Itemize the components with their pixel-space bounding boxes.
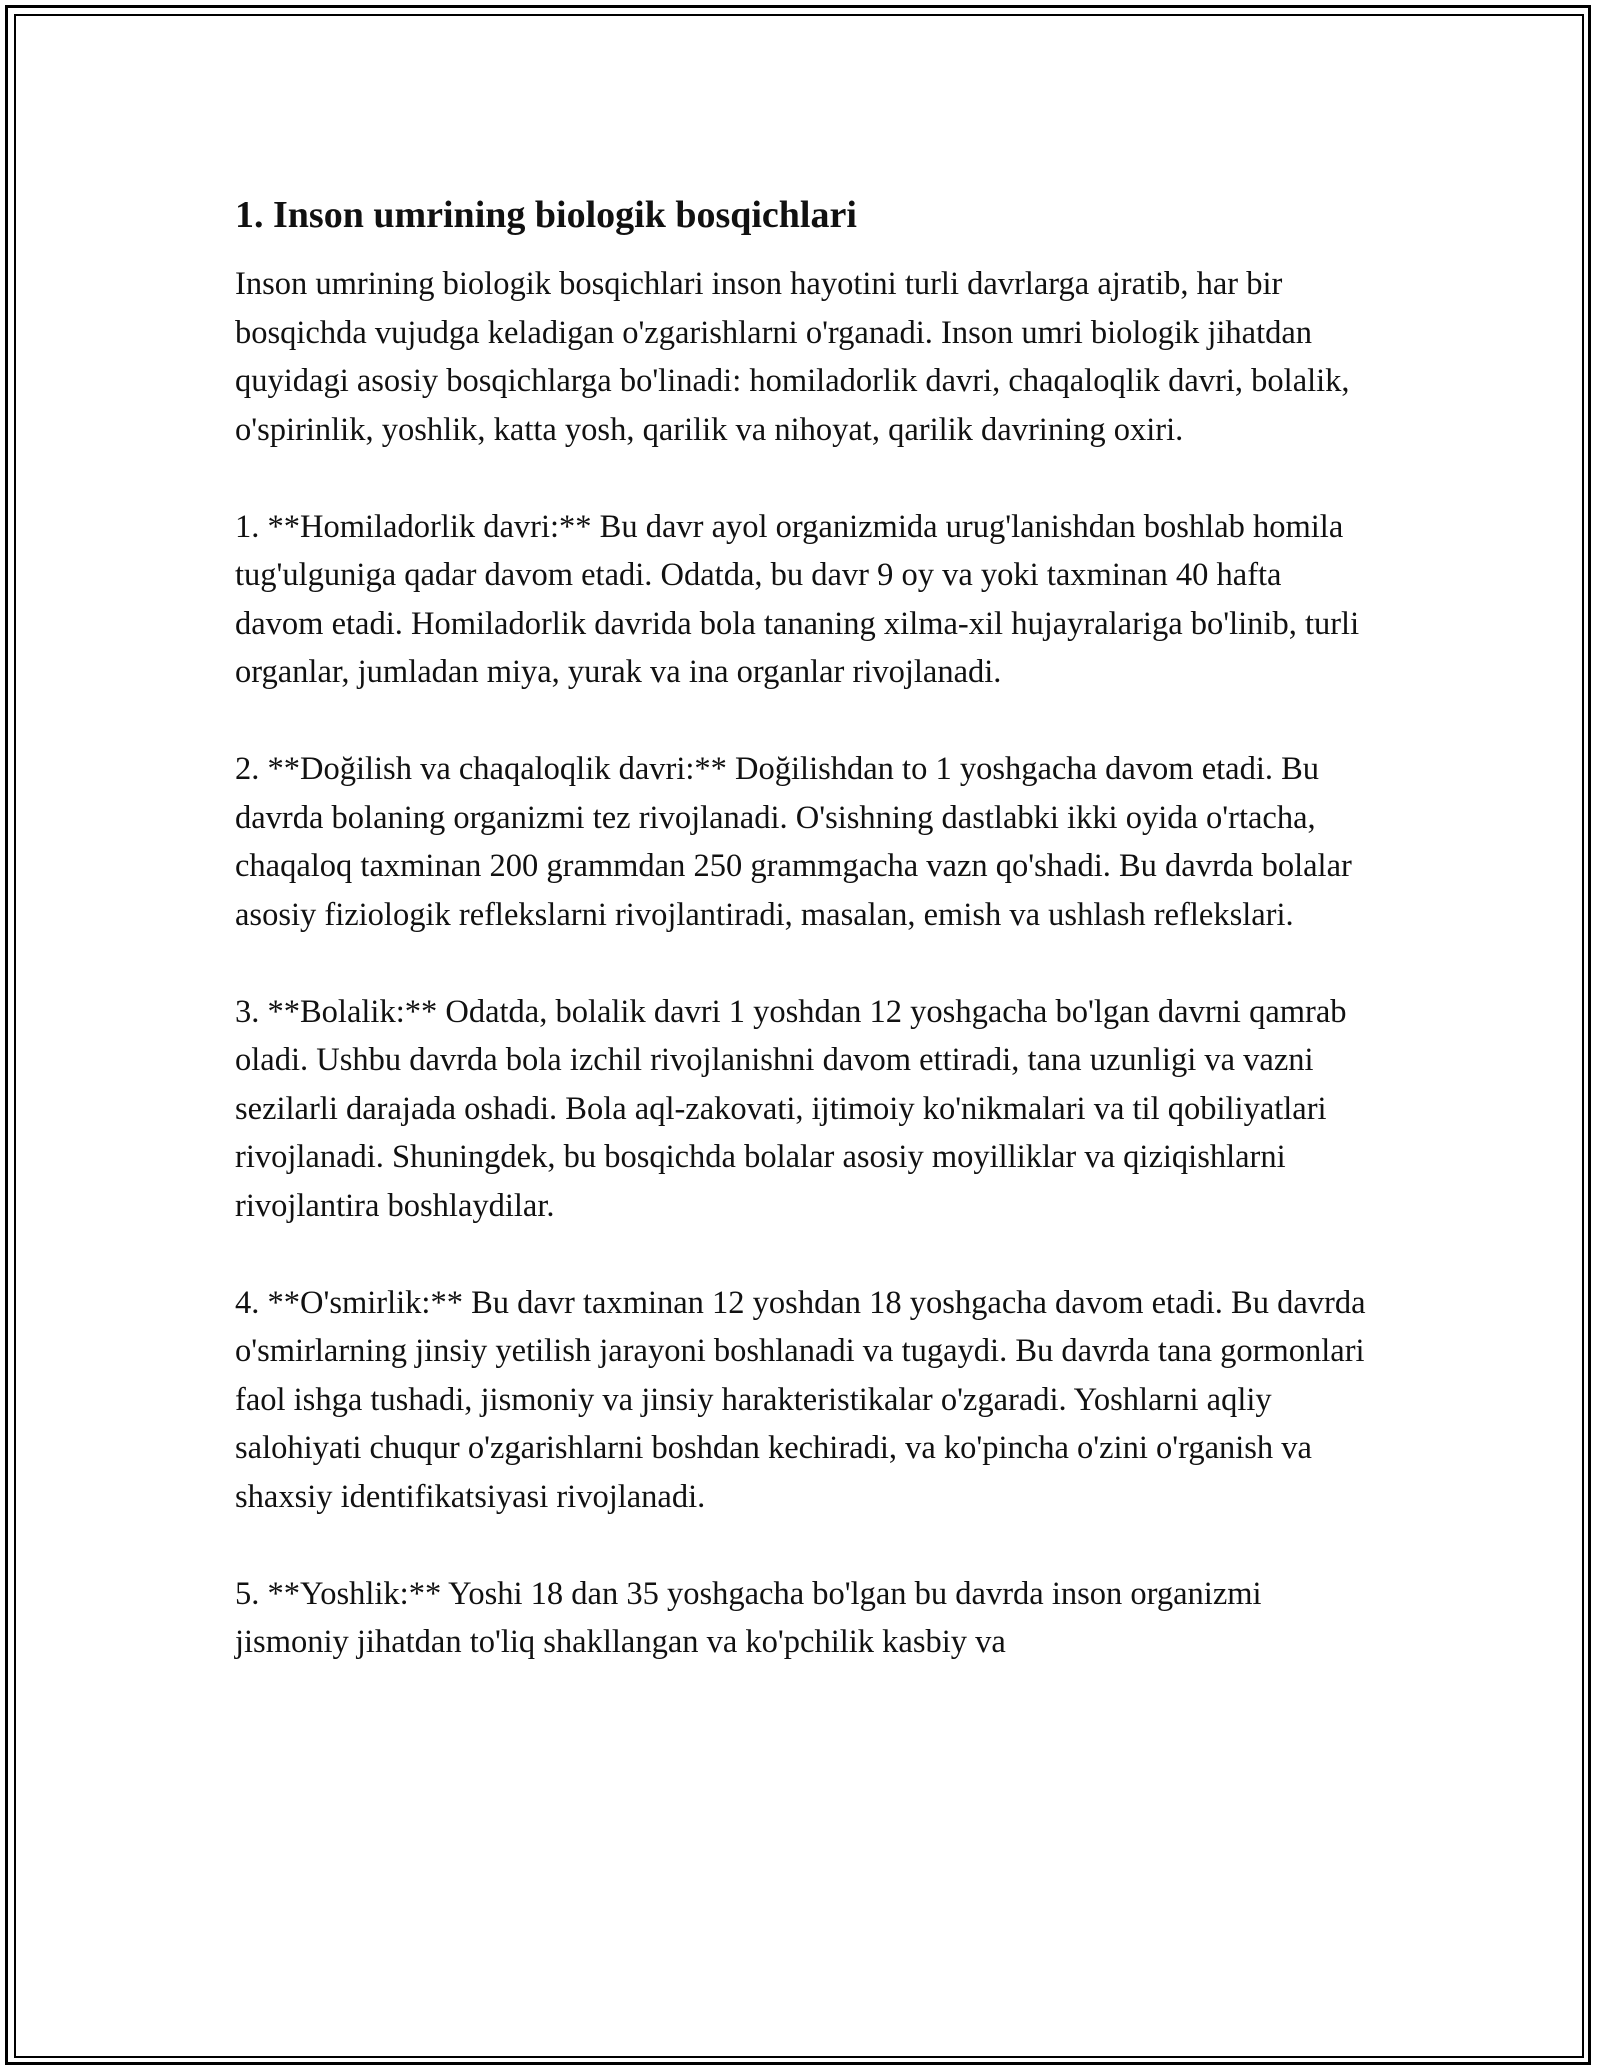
paragraph-osmirlik: 4. **O'smirlik:** Bu davr taxminan 12 yoshdan 18 yoshgacha davom etadi. Bu davrda o'smirlarning jinsiy yetilish jarayoni boshlanadi va tugaydi. Bu davrda tana gormonlari faol ishga tushadi, jismoniy va jinsiy harakteristikalar o'zgaradi. Yoshlarni aqliy salohiyati chuqur o'zgarishlarni boshdan kechiradi, va ko'pincha o'zini o'rganish va shaxsiy identifikatsiyasi rivojlanadi. (235, 1284, 1366, 1515)
paragraph-chaqaloqlik: 2. **Doğilish va chaqaloqlik davri:** Doğilishdan to 1 yoshgacha davom etadi. Bu davrda bolaning organizmi tez rivojlanadi. O'sishning dastlabki ikki oyida o'rtacha, chaqaloq taxminan 200 grammdan 250 grammgacha vazn qo'shadi. Bu davrda bolalar asosiy fiziologik reflekslarni rivojlantiradi, masalan, emish va ushlash reflekslari. (235, 751, 1352, 933)
intro-paragraph: Inson umrining biologik bosqichlari inson hayotini turli davrlarga ajratib, har bir bosqichda vujudga keladigan o'zgarishlarni o'rganadi. Inson umri biologik jihatdan quyidagi asosiy bosqichlarga bo'linadi: homiladorlik davri, chaqaloqlik davri, bolalik, o'spirinlik, yoshlik, katta yosh, qarilik va nihoyat, qarilik davrining oxiri. (235, 266, 1350, 448)
paragraph-yoshlik: 5. **Yoshlik:** Yoshi 18 dan 35 yoshgacha bo'lgan bu davrda inson organizmi jismoniy jihatdan to'liq shakllangan va ko'pchilik kasbiy va (235, 1575, 1262, 1660)
paragraph-bolalik: 3. **Bolalik:** Odatda, bolalik davri 1 yoshdan 12 yoshgacha bo'lgan davrni qamrab oladi. Ushbu davrda bola izchil rivojlanishni davom ettiradi, tana uzunligi va vazni sezilarli darajada oshadi. Bola aql-zakovati, ijtimoiy ko'nikmalari va til qobiliyatlari rivojlanadi. Shuningdek, bu bosqichda bolalar asosiy moyilliklar va qiziqishlarni rivojlantira boshlaydilar. (235, 993, 1347, 1224)
section-title: 1. Inson umrining biologik bosqichlari (235, 194, 857, 236)
document-body (235, 190, 1370, 1715)
paragraph-homiladorlik: 1. **Homiladorlik davri:** Bu davr ayol organizmida urug'lanishdan boshlab homila tug'ulguniga qadar davom etadi. Odatda, bu davr 9 oy va yoki taxminan 40 hafta davom etadi. Homiladorlik davrida bola tananing xilma-xil hujayralariga bo'linib, turli organlar, jumladan miya, yurak va ina organlar rivojlanadi. (235, 508, 1360, 690)
